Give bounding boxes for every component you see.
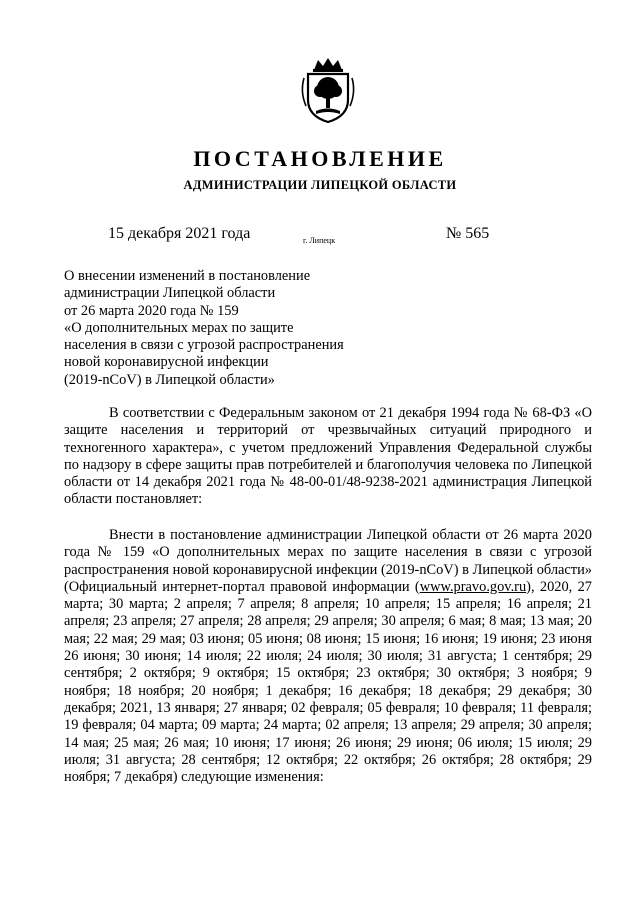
subject-line: (2019-nCoV) в Липецкой области» (64, 371, 275, 388)
subject-line: «О дополнительных мерах по защите (64, 319, 294, 336)
subject-line: населения в связи с угрозой распространения (64, 337, 344, 354)
subject-line: новой коронавирусной инфекции (64, 354, 269, 371)
document-date: 15 декабря 2021 года (108, 225, 251, 242)
document-issuer: АДМИНИСТРАЦИИ ЛИПЕЦКОЙ ОБЛАСТИ (183, 178, 457, 192)
pravo-gov-link[interactable]: www.pravo.gov.ru (419, 578, 527, 595)
subject-line: О внесении изменений в постановление (64, 268, 311, 284)
document-subject (64, 268, 404, 389)
preamble-paragraph: В соответствии с Федеральным законом от 21 декабря 1994 года № 68-ФЗ «О защите населения и территорий от чрезвычайных ситуаций природного и техногенного характера», с учетом предложений Управления Федеральной службы по надзору в сфере защиты прав потребителей и благополучия человека по Липецкой области от 14 декабря 2021 года № 48-00-01/48-9238-2021 администрация Липецкой области постановляет: (64, 405, 592, 508)
document-city: г. Липецк (303, 236, 336, 245)
resolution-text-end: ), 2020, 27 марта; 30 марта; 2 апреля; 7 апреля; 8 апреля; 10 апреля; 15 апреля; 16 апреля; 21 апреля; 23 апреля; 27 апреля; 28 апреля; 29 апреля; 30 апреля; 6 мая; 8 мая; 13 мая; 20 мая; 22 мая; 29 мая; 03 июня; 05 июня; 08 июня; 15 июня; 16 июня; 19 июня; 23 июня 26 июня; 30 июня; 14 июля; 22 июля; 24 июля; 30 июля; 31 августа; 1 сентября; 29 сентября; 2 октября; 9 октября; 15 октября; 23 октября; 30 октября; 3 ноября; 9 ноября; 18 ноября; 20 ноября; 1 декабря; 16 декабря; 18 декабря; 29 декабря; 30 декабря; 2021, 13 января; 27 января; 02 февраля; 05 февраля; 10 февраля; 11 февраля; 19 февраля; 04 марта; 09 марта; 24 марта; 02 апреля; 13 апреля; 29 апреля; 30 апреля; 14 мая; 25 мая; 26 мая; 10 июня; 17 июня; 26 июня; 29 июня; 06 июля; 15 июля; 29 июля; 31 августа; 28 сентября; 12 октября; 22 октября; 26 октября; 28 октября; 29 ноября; 7 декабря) следующие изменения: (64, 578, 592, 786)
resolution-text-start: Внести в постановление администрации Липецкой области от 26 марта 2020 года № 159 «О дополнительных мерах по защите населения в связи с угрозой распространения новой коронавирусной инфекции (2019-nCoV) в Липецкой области» (Официальный интернет-портал правовой информации ( (64, 527, 592, 595)
subject-line: администрации Липецкой области (64, 285, 276, 302)
document-number: № 565 (446, 225, 490, 242)
subject-line: от 26 марта 2020 года № 159 (64, 302, 239, 319)
coat-of-arms-icon (298, 56, 358, 124)
resolution-paragraph (64, 527, 592, 786)
document-title: ПОСТАНОВЛЕНИЕ (193, 146, 447, 171)
